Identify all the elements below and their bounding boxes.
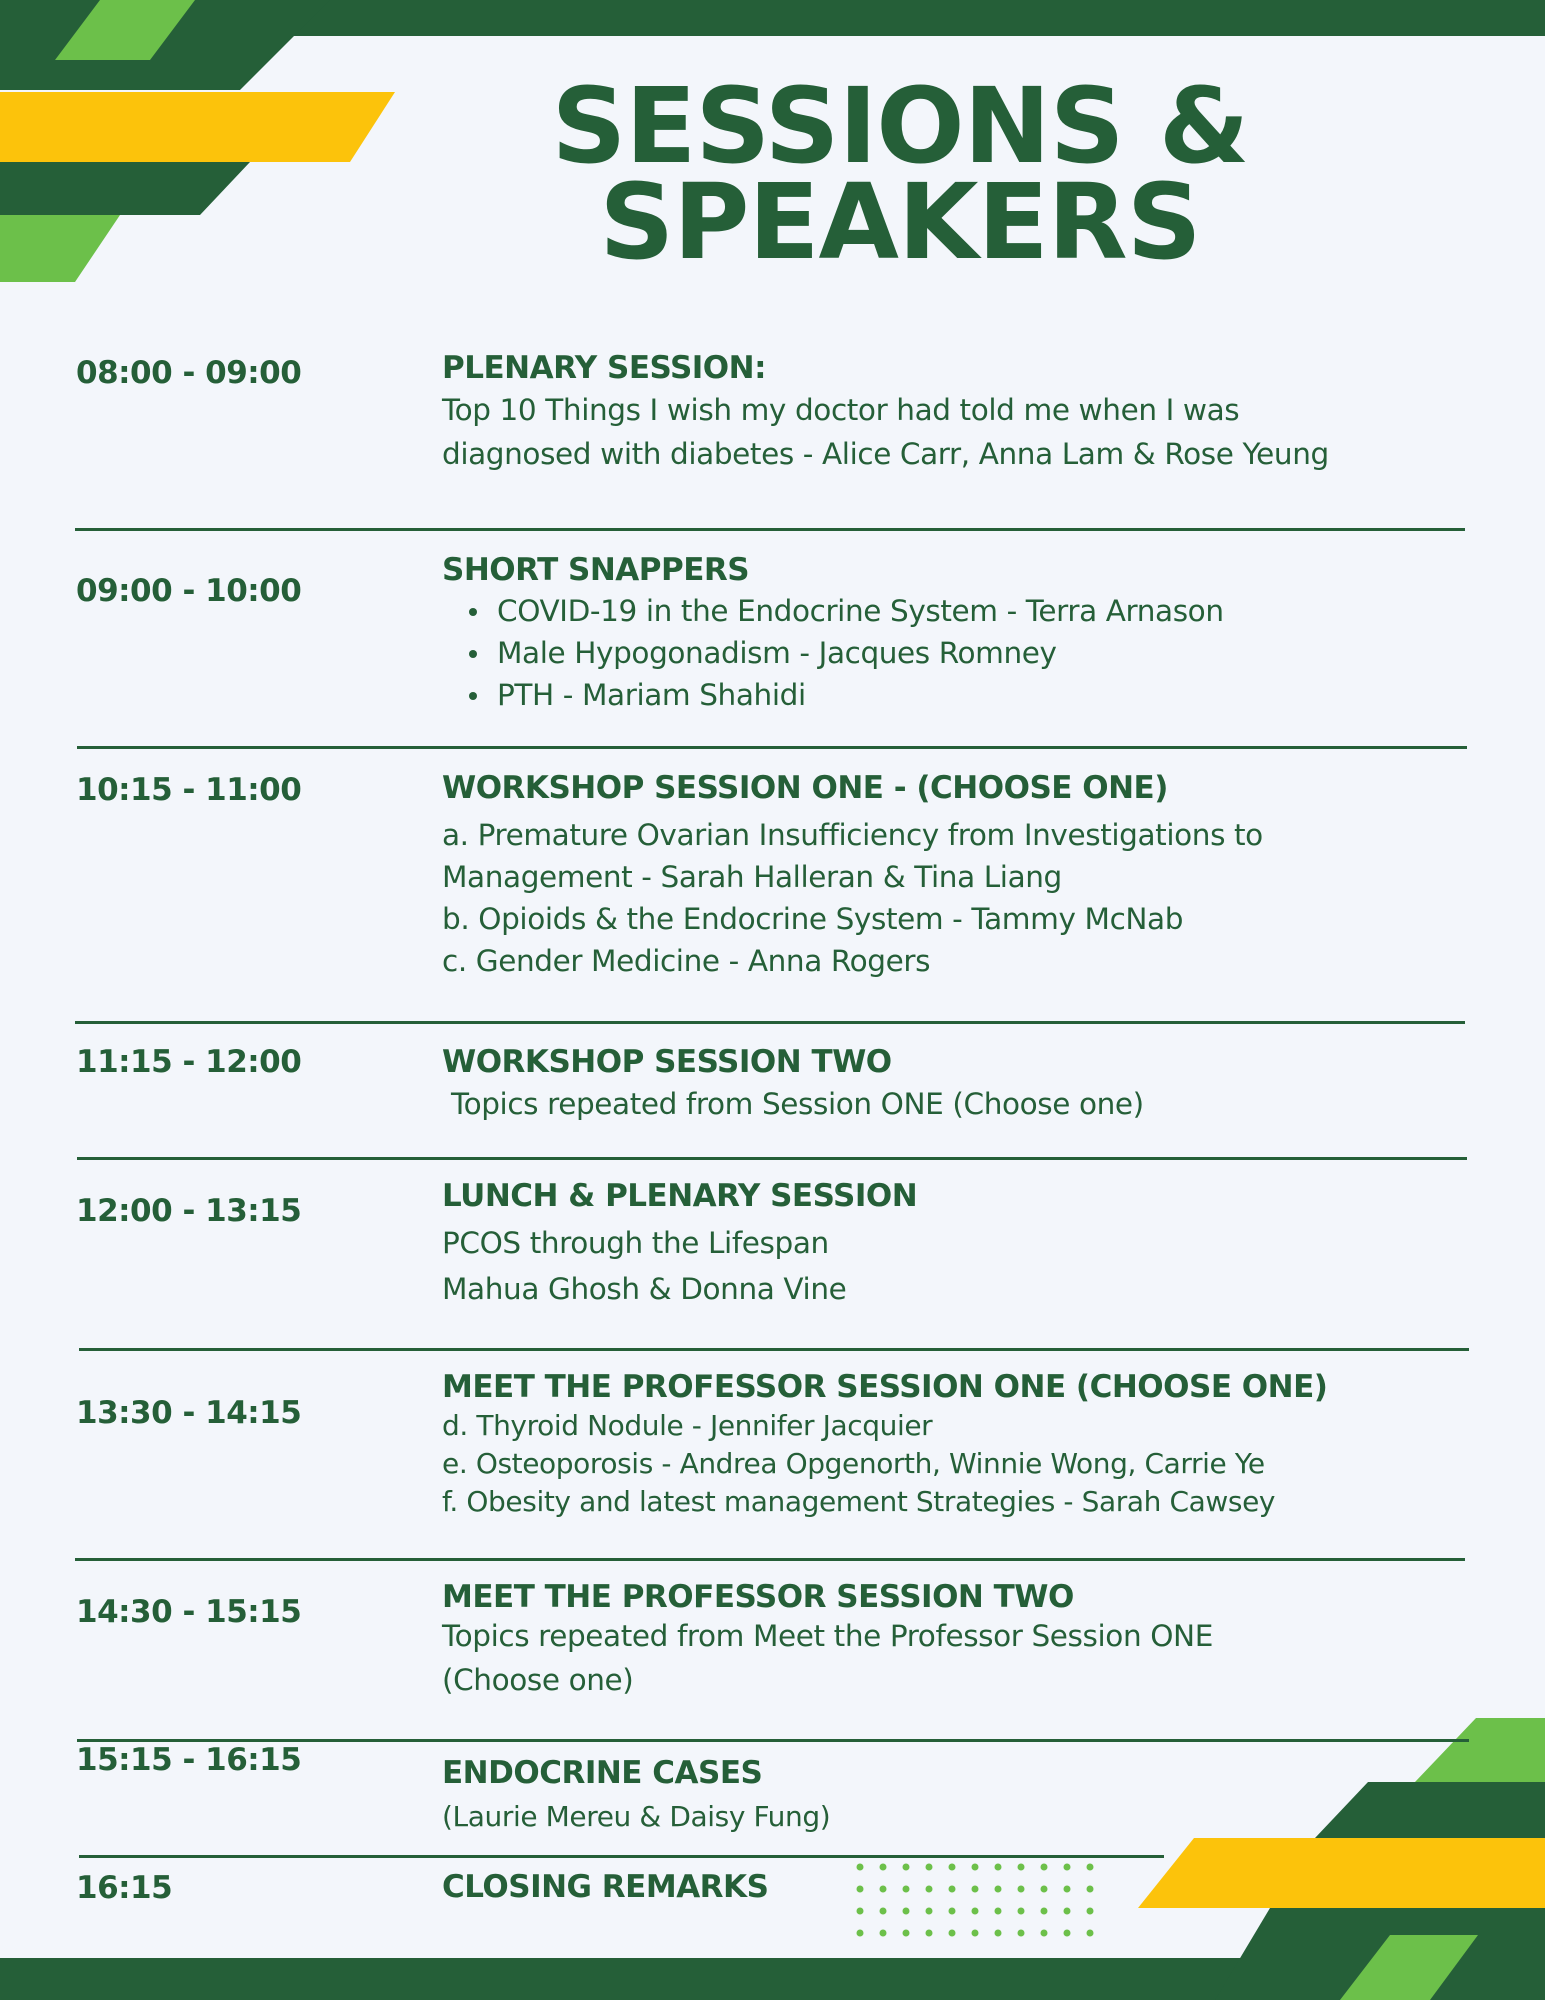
session-time: 14:30 - 15:15	[76, 1594, 302, 1630]
session-content	[442, 1176, 1472, 1312]
session-line: diagnosed with diabetes - Alice Carr, Anna Lam & Rose Yeung	[442, 437, 1329, 471]
session-content	[442, 1580, 1472, 1702]
bullet-list	[442, 590, 1472, 716]
session-content	[442, 348, 1472, 476]
session-heading: CLOSING REMARKS	[442, 1869, 769, 1905]
title-line-2: SPEAKERS	[599, 161, 1201, 283]
session-line: b. Opioids & the Endocrine System - Tammy McNab	[442, 902, 1184, 936]
session-heading: MEET THE PROFESSOR SESSION TWO	[442, 1579, 1074, 1615]
session-line: Topics repeated from Meet the Professor Session ONE	[442, 1619, 1213, 1653]
session-line: Management - Sarah Halleran & Tina Liang	[442, 860, 1062, 894]
session-heading: LUNCH & PLENARY SESSION	[442, 1178, 918, 1214]
session-content	[442, 1753, 1472, 1839]
list-item: COVID-19 in the Endocrine System - Terra Arnason	[497, 590, 1472, 632]
session-content	[442, 1867, 1472, 1907]
session-line: d. Thyroid Nodule - Jennifer Jacquier	[442, 1409, 933, 1442]
separator	[79, 1855, 1164, 1858]
session-line: c. Gender Medicine - Anna Rogers	[442, 944, 931, 978]
separator	[77, 1157, 1467, 1160]
session-heading: WORKSHOP SESSION ONE - (CHOOSE ONE)	[442, 770, 1168, 806]
page-title	[420, 65, 1380, 283]
session-time: 10:15 - 11:00	[76, 772, 302, 808]
separator	[77, 746, 1467, 749]
session-line: a. Premature Ovarian Insufficiency from Investigations to	[442, 818, 1263, 852]
session-time: 15:15 - 16:15	[76, 1742, 302, 1778]
session-line: (Laurie Mereu & Daisy Fung)	[442, 1800, 831, 1833]
list-item: PTH - Mariam Shahidi	[497, 674, 1472, 716]
session-time: 09:00 - 10:00	[76, 573, 302, 609]
separator	[79, 1348, 1469, 1351]
session-time: 11:15 - 12:00	[76, 1044, 302, 1080]
session-time: 12:00 - 13:15	[76, 1193, 302, 1229]
session-time: 08:00 - 09:00	[76, 355, 302, 391]
session-line: Topics repeated from Session ONE (Choose one)	[442, 1087, 1144, 1121]
session-content	[442, 768, 1472, 982]
session-heading: PLENARY SESSION:	[442, 350, 766, 386]
session-content	[442, 1367, 1472, 1521]
session-line: f. Obesity and latest management Strategies - Sarah Cawsey	[442, 1485, 1276, 1518]
session-line: (Choose one)	[442, 1663, 634, 1697]
separator	[75, 528, 1465, 531]
session-content	[442, 1042, 1472, 1126]
session-heading: WORKSHOP SESSION TWO	[442, 1044, 892, 1080]
session-heading: SHORT SNAPPERS	[442, 552, 750, 588]
list-item: Male Hypogonadism - Jacques Romney	[497, 632, 1472, 674]
session-time: 13:30 - 14:15	[76, 1395, 302, 1431]
session-line: e. Osteoporosis - Andrea Opgenorth, Winnie Wong, Carrie Ye	[442, 1447, 1265, 1480]
session-heading: ENDOCRINE CASES	[442, 1755, 763, 1791]
title-line-1: SESSIONS &	[551, 65, 1249, 187]
session-line: Top 10 Things I wish my doctor had told me when I was	[442, 393, 1240, 427]
session-time: 16:15	[76, 1870, 173, 1906]
session-heading: MEET THE PROFESSOR SESSION ONE (CHOOSE ONE)	[442, 1369, 1328, 1405]
session-line: PCOS through the Lifespan	[442, 1226, 829, 1260]
separator	[75, 1021, 1465, 1024]
session-line: Mahua Ghosh & Donna Vine	[442, 1272, 847, 1306]
separator	[75, 1558, 1465, 1561]
session-content	[442, 550, 1472, 716]
